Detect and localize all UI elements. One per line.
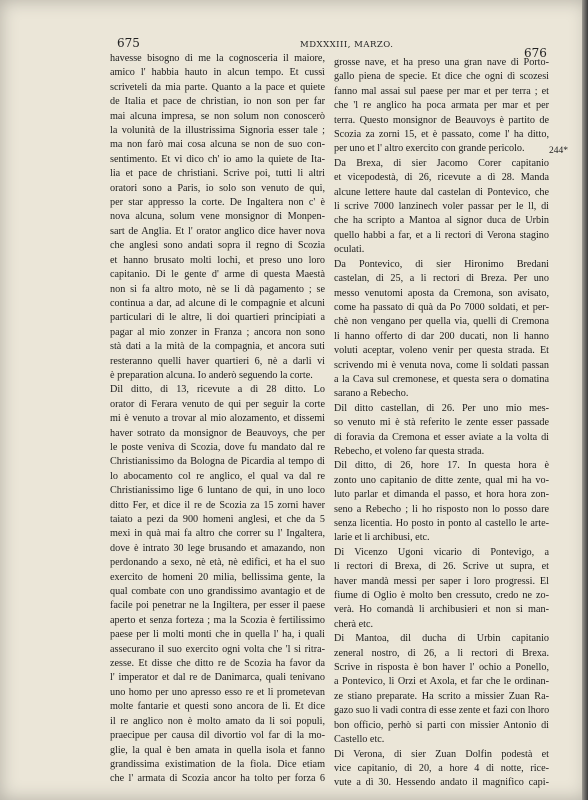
text-line: che 'l re anglico ha poca armata per mar et per <box>334 100 549 112</box>
text-line: sentimento. Et vi dico ch' io amo la quiete de Ita- <box>110 153 325 165</box>
text-line: qual combate con uno grandissimo avantagio et de <box>110 586 325 598</box>
text-line: Scozia za zorni 15, et è passato, come l' ha ditto, <box>334 129 549 141</box>
text-line: cherà etc. <box>334 618 374 630</box>
text-line: Christianissimo da Bologna de Picardia al tempo di <box>110 456 325 468</box>
text-line: taiato a pezi da 900 homeni anglesi, et che da 5 <box>110 514 325 525</box>
text-line: praecipue per causa dil divortio vol far di la mo- <box>110 730 325 742</box>
text-line: zonto uno capitanio de ditte zente, qual mi ha vo- <box>334 474 549 486</box>
text-line: Dil ditto castellan, di 26. Per uno mio mes- <box>334 402 549 414</box>
text-line: l' imperator et dal re de Danimarca, quali tenivano <box>110 672 325 684</box>
text-line: la volunità de la illustrissima Signoria esser tale ; <box>110 125 325 137</box>
text-line: Da Brexa, di sier Jacomo Corer capitanio <box>334 157 549 169</box>
text-line: haver mandà messi per saper i loro progressi. El <box>334 575 549 587</box>
text-line: haver sotrato da monsignor de Beauvoys, che per <box>110 427 325 439</box>
text-line: li scrive 7000 lanzinech voler passar per le ll, di <box>334 201 549 213</box>
text-line: facile poi penetrar ne la Ingiltera, per esser il paese <box>110 600 325 612</box>
text-line: assecurano il suo exercito ogni volta che 'l si ritra- <box>110 643 325 655</box>
text-line: di foravia da Cremona et esser aviate a la volta di <box>334 431 549 443</box>
page-number-right: 676 <box>524 46 547 60</box>
text-line: per star appresso la corte. De Ingaltera non c' è <box>110 197 325 209</box>
text-line: grandissima existimation de la fiola. Dice etiam <box>110 758 325 770</box>
text-line: a Pontevico, li Orzi et Axola, et far che le ordinan- <box>334 676 549 688</box>
text-line: ze stiano preparate. Ha scrito a missier Zuan Ra- <box>334 690 549 702</box>
text-line: gallo piena de specie. Et dice che ogni dì scozesi <box>334 71 549 83</box>
text-line: exercito de homeni 20 milia, bellissima gente, la <box>110 571 325 583</box>
text-line: che anglesi sono andati sopra il regno di Scozia <box>110 240 325 252</box>
text-line: continua a dar, ad alcune di le compagnie et alcuni <box>110 297 325 309</box>
text-line: seno a Rebecho ; li ho risposto non lo posso dare <box>334 503 549 515</box>
text-line: de Italia et pace de christian, io non son per far <box>110 96 325 108</box>
text-line: Di Verona, di sier Zuan Dolfin podestà et <box>334 748 549 760</box>
text-line: grosse nave, et ha preso una gran nave di Porto- <box>334 57 549 68</box>
text-line: scrivendo mi è venuta nova, come li soldati passan <box>334 359 549 371</box>
text-line: per uno et l' altro exercito con grande pericolo. <box>334 143 525 155</box>
text-line: senza licentia. Ho posto in ponto al castello le arte- <box>334 518 549 529</box>
text-line: sart de Anglia. Et l' orator anglico dice haver nova <box>110 225 325 237</box>
text-line: li hanno offerto di dar 200 ducati, non li hanno <box>334 330 549 342</box>
text-line: messo venutomi aposta da Cremona, son avisato, <box>334 287 549 299</box>
text-line: glie, la qual è ben amata in quella isola et fanno <box>110 744 325 756</box>
text-line: ma non farò mai cosa alcuna se non de suo con- <box>110 139 325 151</box>
text-line: luto parlar et dimanda el passo, et hora hora zon- <box>334 489 549 501</box>
text-line: zeneral nostro, di 26, a li rectori di Brexa. <box>334 647 549 659</box>
text-line: Christianissimo lige 6 luntano de qui, in uno loco <box>110 485 325 497</box>
text-line: dove è intrato 30 lege brusando et amazando, non <box>110 542 325 554</box>
text-line: paese per li molti monti che in quella l' ha, i quali <box>110 629 325 641</box>
text-line: particulari di le altre, li doi quartieri principiati a <box>110 312 325 324</box>
text-line: terra. Questo monsignor de Beauvoys è partito de <box>334 114 549 126</box>
text-line: mexi in quà mai fa altro che correr su l' Ingaltera, <box>110 528 325 540</box>
text-line: li rectori di Brexa, di 26. Scrive ut supra, et <box>334 561 549 573</box>
text-line: scriveteli da mia parte. Quanto a la pace et quiete <box>110 81 325 93</box>
text-line: quello habbi a far, et a li rectori di Verona stagino <box>334 229 549 241</box>
text-line: non si fa altro moto, nè se li dà pagamento ; se <box>110 283 325 295</box>
running-title: MDXXXIII, MARZO. <box>300 40 394 50</box>
right-text-column <box>334 56 549 791</box>
text-line: orator di Ferara venuto de qui per seguir la corte <box>110 398 325 410</box>
text-line: havesse bisogno di me la cognosceria il maiore, <box>110 53 325 64</box>
text-line: fanno mal assai sul paese per mar et per terra ; et <box>334 85 549 97</box>
text-line: et vicepodestà, di 26, ricevute a dì 28. Manda <box>334 172 549 184</box>
text-line: le poste veniva di Scozia, dove fu mandato dal re <box>110 441 325 453</box>
text-line: lo abocamento col re anglico, el qual va dal re <box>110 470 325 482</box>
text-line: chè non vengano per quella via, quelli di Cremona <box>334 316 549 328</box>
text-line: Di Mantoa, dil ducha di Urbin capitanio <box>334 633 549 645</box>
text-line: ditto Fer, et dice il re de Scozia za 15 zorni haver <box>110 499 325 511</box>
text-line: perdonando a sexo, nè età, nè edifici, et ha el suo <box>110 557 325 569</box>
text-line: voluti aceptar, voleno venir per questa strada. Et <box>334 345 549 357</box>
text-line: che l' armata di Scozia ancor ha tolto per forza 6 <box>110 773 325 785</box>
text-line: castelan, di 25, a li rectori di Breza. Per uno <box>334 273 549 285</box>
page-number-left: 675 <box>117 36 140 50</box>
text-line: uno homo per uno apresso esso re et li prometevan <box>110 686 325 698</box>
text-line: mi è venuto a trovar al mio alozamento, et dissemi <box>110 413 325 425</box>
text-line: stà dati a la mità de la compagnia, et ancora suti <box>110 341 325 353</box>
text-line: Da Pontevico, di sier Hironimo Bredani <box>334 258 549 270</box>
text-line: Scrive in risposta è bon haver l' ochio a Ponello, <box>334 662 549 674</box>
text-line: Dil ditto, di 13, ricevute a dì 28 ditto. Lo <box>110 384 325 396</box>
text-line: vute a dì 30. Hessendo andato il magnifico capi- <box>334 777 549 789</box>
text-line: gazo suo li vadi contra di esse zente et fazi con lhoro <box>334 705 549 717</box>
left-text-column <box>110 52 325 787</box>
text-line: lia et pace de christiani. Scrive poi, tutti li altri <box>110 168 325 180</box>
text-line: so venuto mi è stà referito le zente esser passade <box>334 417 549 429</box>
text-line: vice capitanio, di 20, a hore 4 di notte, rice- <box>334 762 549 774</box>
text-line: nova alcuna, solum vene monsignor di Monpen- <box>110 211 325 223</box>
text-line: zesse. Et disse che ditto re de Scozia ha favor da <box>110 658 325 670</box>
text-line: il re anglico non è molto amato da li soi populi, <box>110 715 325 727</box>
text-line: molte fantarie et questi sono ancora de lì. Et dice <box>110 701 325 713</box>
text-line: oculati. <box>334 244 365 256</box>
text-line: Castello etc. <box>334 734 385 746</box>
text-line: et hanno brusato molti lochi, et preso uno loro <box>110 254 325 266</box>
text-line: capitanio. Di le gente d' arme di questa Maestà <box>110 269 325 281</box>
text-line: pagar al mio zonzer in Franza ; ancora non sono <box>110 326 325 338</box>
text-line: larie et li archibusi, etc. <box>334 532 430 544</box>
text-line: sarano a Rebecho. <box>334 388 409 400</box>
text-line: aperto et senza forteza ; ma la Scozia è fertilissimo <box>110 614 325 626</box>
text-line: è preparation alcuna. Io anderò seguendo la corte. <box>110 369 313 381</box>
text-line: Di Vicenzo Ugoni vicario di Pontevigo, a <box>334 546 549 558</box>
text-line: a la Cava sul cremonese, et questa sera o domatina <box>334 373 549 385</box>
text-line: alcune lettere haute dal castelan di Pontevico, che <box>334 186 549 198</box>
text-line: oratori sono a Paris, io solo son venuto de qui, <box>110 182 325 194</box>
page-edge-shadow <box>582 0 588 800</box>
text-line: mai alcuna impresa, se non solum non conoscerò <box>110 110 325 122</box>
text-line: fiume di Oglio è molto ben cressuto, credo ne zo- <box>334 590 549 602</box>
text-line: bon officio, perhò si parti con missier Antonio di <box>334 719 549 731</box>
text-line: amico l' habbia hauto in alcun tempo. Et cussì <box>110 67 325 79</box>
margin-note: 244* <box>549 146 568 156</box>
text-line: Dil ditto, di 26, hore 17. In questa hora è <box>334 460 549 472</box>
text-line: come ha passato di quà da Po 7000 soldati, et per- <box>334 301 549 313</box>
text-line: che ha scripto a Mantoa al signor duca de Urbin <box>334 215 549 227</box>
text-line: Rebecho, et voleno far questa strada. <box>334 445 485 457</box>
text-line: verà. Ho comandà li archibusieri et non si man- <box>334 604 549 616</box>
text-line: resteranno quelli haver quartieri 6, nè a darli vi <box>110 355 325 367</box>
